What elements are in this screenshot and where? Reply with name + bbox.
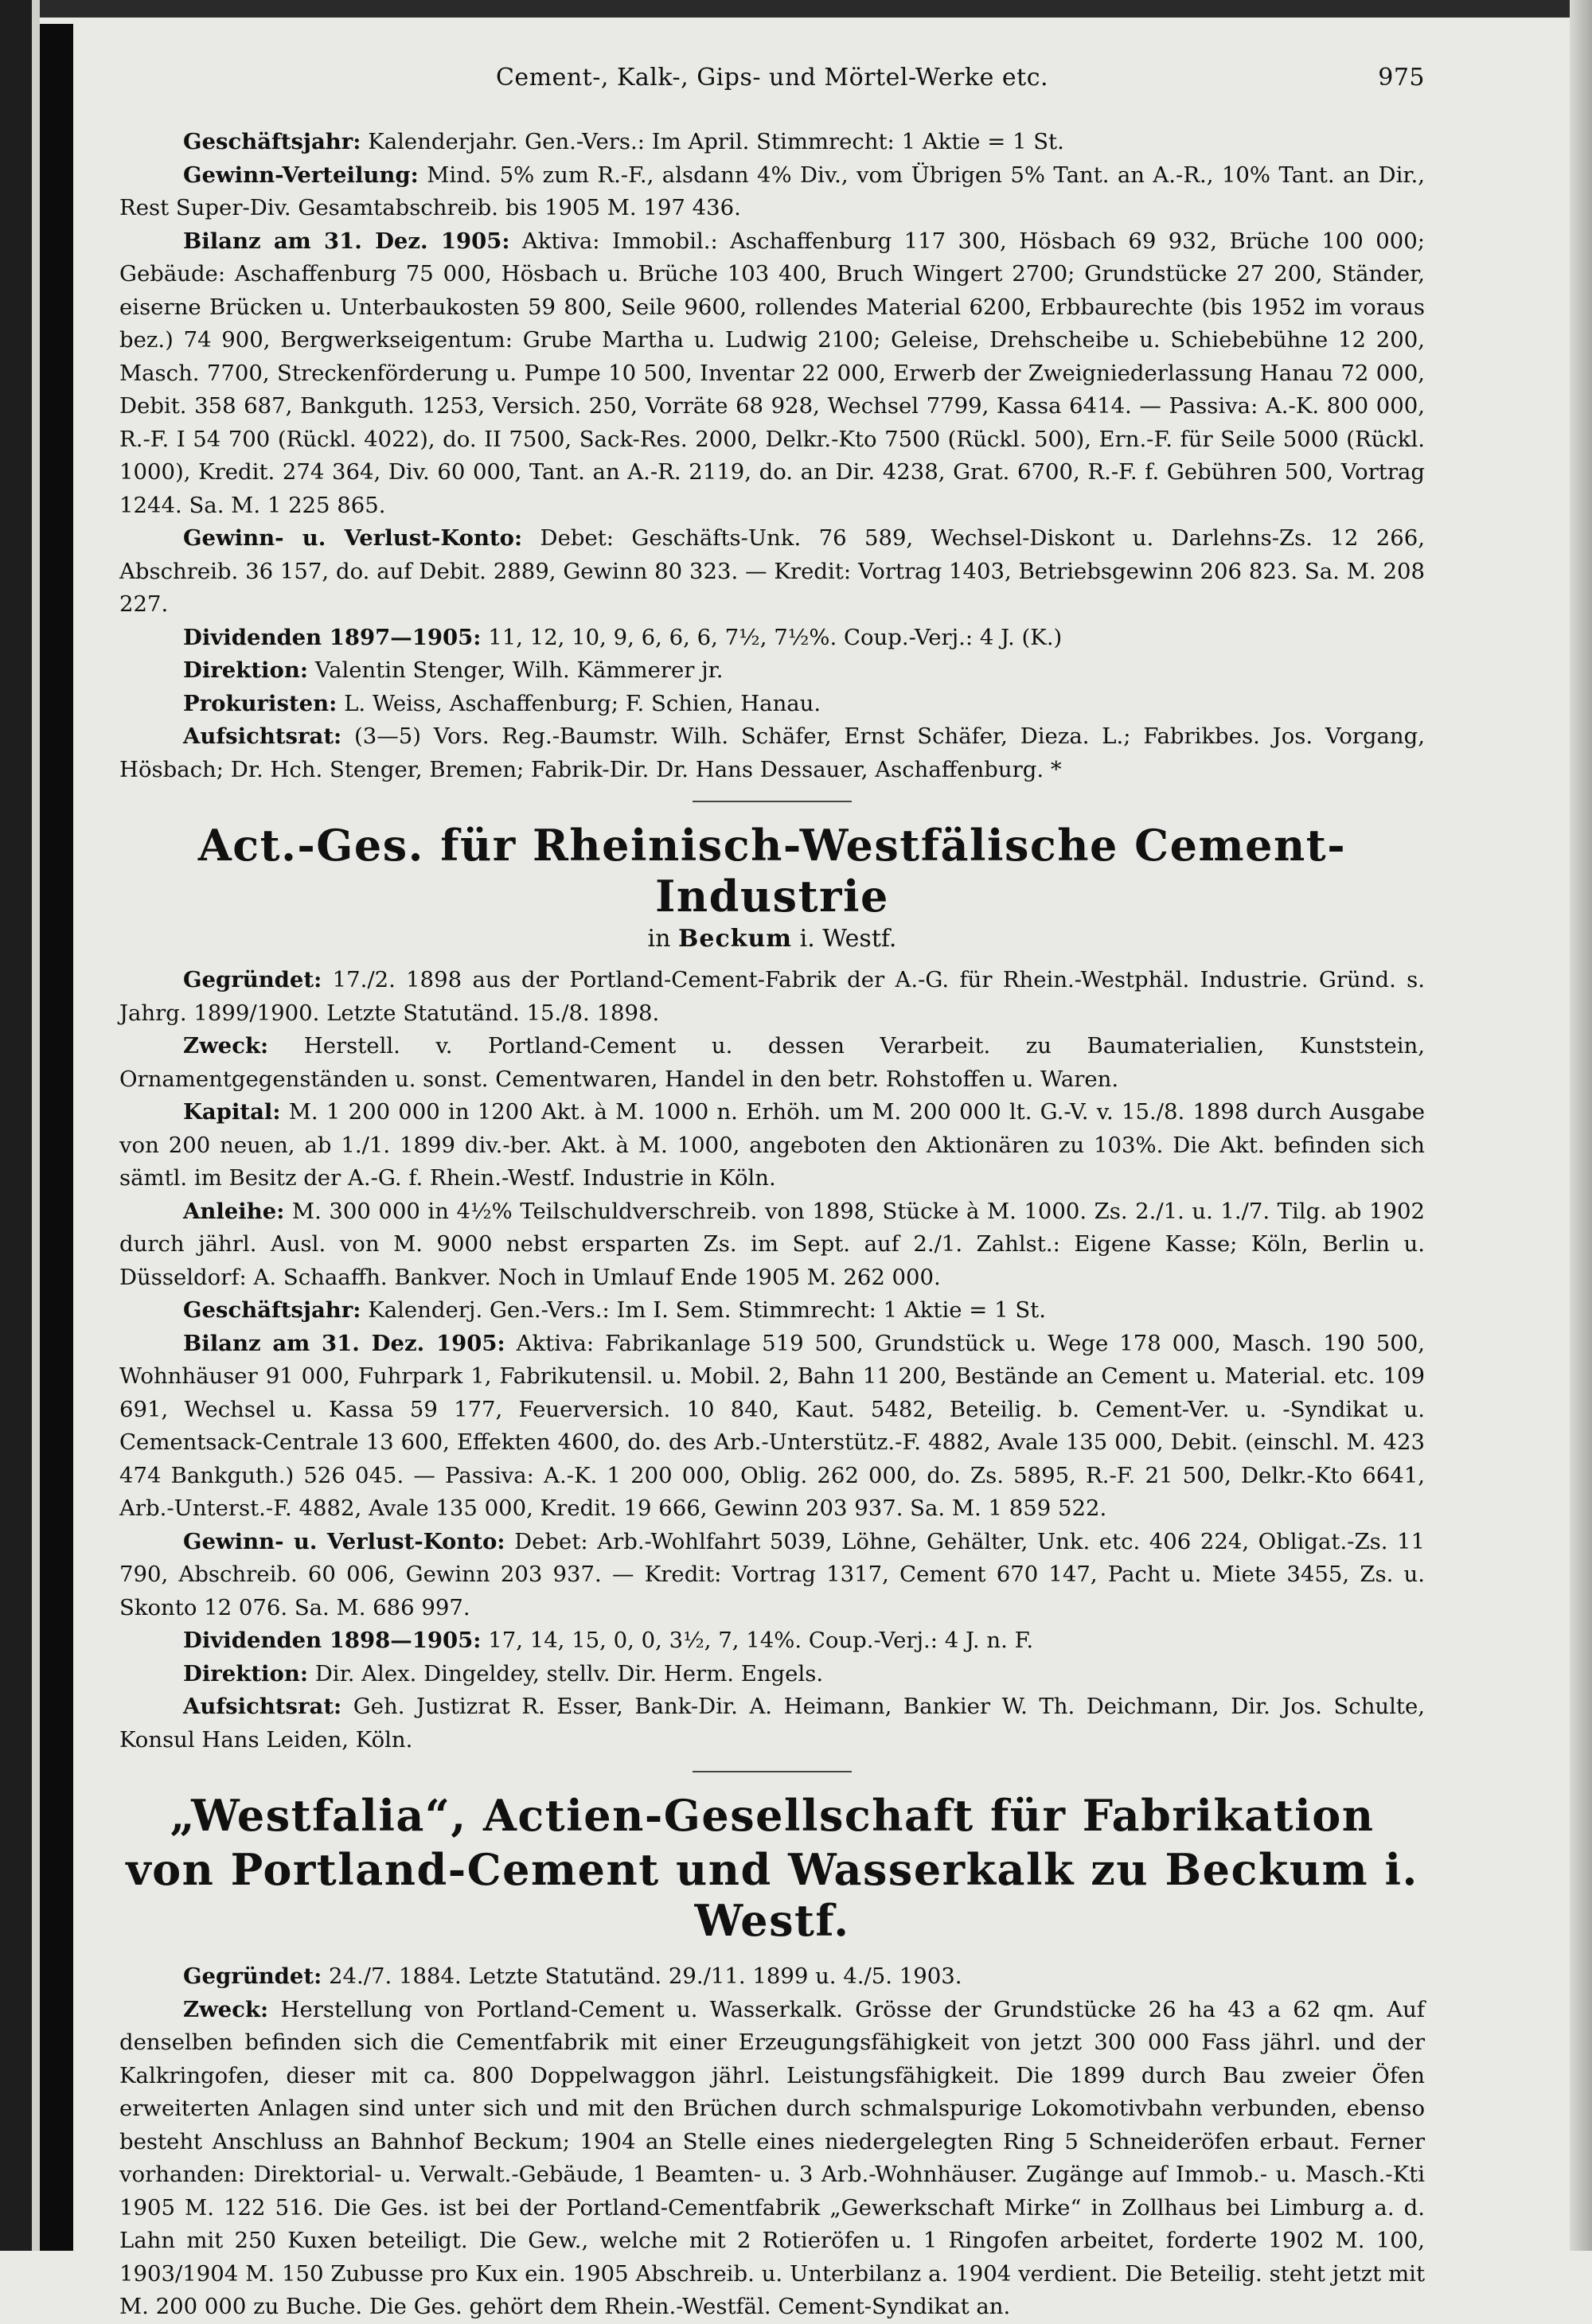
entry3-line: Gegründet: 24./7. 1884. Letzte Statutänd. 29./11. 1899 u. 4./5. 1903. [183, 1963, 962, 1989]
entry2-line: Dividenden 1898—1905: 17, 14, 15, 0, 0, 3½, 7, 14%. Coup.-Verj.: 4 J. n. F. [183, 1628, 1034, 1653]
entry2-line: Zweck: Herstell. v. Portland-Cement u. dessen Verarbeit. zu Baumaterialien, Kunststein, Ornamentgegenständen u. sonst. Cementwaren, Handel in den betr. Rohstoffen u. Waren. [119, 1033, 1425, 1092]
section-divider [693, 801, 852, 802]
running-header-title: Cement-, Kalk-, Gips- und Mörtel-Werke etc. [495, 64, 1049, 92]
entry2-line: Gewinn- u. Verlust-Konto: Debet: Arb.-Wohlfahrt 5039, Löhne, Gehälter, Unk. etc. 406 224, Obligat.-Zs. 11 790, Abschreib. 60 006, Gewinn 203 937. — Kredit: Vortrag 1317, Cement 670 147, Pacht u. Miete 3455, Zs. u. Skonto 12 076. Sa. M. 686 997. [119, 1528, 1425, 1620]
company-location: in Beckum i. Westf. [647, 925, 897, 953]
company-title: Act.-Ges. für Rheinisch-Westfälische Cement-Industrie [197, 820, 1347, 922]
entry1-line: Direktion: Valentin Stenger, Wilh. Kämmerer jr. [183, 657, 724, 683]
page-number: 975 [1378, 64, 1425, 92]
entry-continued [119, 126, 1425, 786]
entry2-line: Bilanz am 31. Dez. 1905: Aktiva: Fabrikanlage 519 500, Grundstück u. Wege 178 000, Masch. 190 500, Wohnhäuser 91 000, Fuhrpark 1, Fabrikutensil. u. Mobil. 2, Bahn 11 200, Bestände an Cement u. Material. etc. 109 691, Wechsel u. Kassa 59 177, Feuerversich. 10 840, Kaut. 5482, Beteilig. b. Cement-Ver. u. -Syndikat u. Cementsack-Centrale 13 600, Effekten 4600, do. des Arb.-Unterstütz.-F. 4882, Avale 135 000, Debit. (einschl. M. 423 474 Bankguth.) 526 045. — Passiva: A.-K. 1 200 000, Oblig. 262 000, do. Zs. 5895, R.-F. 21 500, Delkr.-Kto 6641, Arb.-Unterst.-F. 4882, Avale 135 000, Kredit. 19 666, Gewinn 203 937. Sa. M. 1 859 522. [119, 1330, 1425, 1521]
entry-westfalia [119, 1790, 1425, 2324]
company-title-line1: „Westfalia“, Actien-Gesellschaft für Fabrikation [170, 1790, 1375, 1841]
document-page [119, 64, 1426, 2319]
entry2-line: Anleihe: M. 300 000 in 4½% Teilschuldverschreib. von 1898, Stücke à M. 1000. Zs. 2./1. u. 1./7. Tilg. ab 1902 durch jährl. Ausl. von M. 9000 nebst ersparten Zs. im Sept. auf 2./1. Zahlst.: Eigene Kasse; Köln, Berlin u. Düsseldorf: A. Schaaffh. Bankver. Noch in Umlauf Ende 1905 M. 262 000. [119, 1198, 1426, 1290]
entry1-line: Aufsichtsrat: (3—5) Vors. Reg.-Baumstr. Wilh. Schäfer, Ernst Schäfer, Dieza. L.; Fabrikbes. Jos. Vorgang, Hösbach; Dr. Hch. Stenger, Bremen; Fabrik-Dir. Dr. Hans Dessauer, Aschaffenburg. * [119, 723, 1425, 782]
entry3-line: Zweck: Herstellung von Portland-Cement u. Wasserkalk. Grösse der Grundstücke 26 ha 43 a 62 qm. Auf denselben befinden sich die Cementfabrik mit einer Erzeugungsfähigkeit von jetzt 300 000 Fass jährl. und der Kalkringofen, dieser mit ca. 800 Doppelwaggon jährl. Leistungsfähigkeit. Die 1899 durch Bau zweier Öfen erweiterten Anlagen sind unter sich und mit den Brüchen durch schmalspurige Lokomotivbahn verbunden, ebenso besteht Anschluss an Bahnhof Beckum; 1904 an Stelle eines niedergelegten Ring 5 Schneideröfen erbaut. Ferner vorhanden: Direktorial- u. Verwalt.-Gebäude, 1 Beamten- u. 3 Arb.-Wohnhäuser. Zugänge auf Immob.- u. Masch.-Kti 1905 M. 122 516. Die Ges. ist bei der Portland-Cementfabrik „Gewerkschaft Mirke“ in Zollhaus bei Limburg a. d. Lahn mit 250 Kuxen beteiligt. Die Gew., welche mit 2 Rotieröfen u. 1 Ringofen arbeitet, forderte 1902 M. 100, 1903/1904 M. 150 Zubusse pro Kux ein. 1905 Abschreib. u. Unterbilanz a. 1904 verdient. Die Beteilig. steht jetzt mit M. 200 000 zu Buche. Die Ges. gehört dem Rhein.-Westfäl. Cement-Syndikat an. [119, 1996, 1425, 2319]
entry1-line: Geschäftsjahr: Kalenderjahr. Gen.-Vers.: Im April. Stimmrecht: 1 Aktie = 1 St. [183, 129, 1064, 154]
running-header [119, 64, 1425, 111]
entry2-line: Kapital: M. 1 200 000 in 1200 Akt. à M. 1000 n. Erhöh. um M. 200 000 lt. G.-V. v. 15./8. 1898 durch Ausgabe von 200 neuen, ab 1./1. 1899 div.-ber. Akt. à M. 1000, angeboten den Aktionären zu 103%. Die Akt. befinden sich sämtl. im Besitz der A.-G. f. Rhein.-Westf. Industrie in Köln. [119, 1099, 1425, 1191]
book-gutter [40, 24, 73, 2251]
entry1-line: Prokuristen: L. Weiss, Aschaffenburg; F. Schien, Hanau. [183, 690, 821, 716]
page-top-edge [0, 0, 1592, 18]
entry1-line: Bilanz am 31. Dez. 1905: Aktiva: Immobil.: Aschaffenburg 117 300, Hösbach 69 932, Brüche 100 000; Gebäude: Aschaffenburg 75 000, Hösbach u. Brüche 103 400, Bruch Wingert 2700; Grundstücke 27 200, Ständer, eiserne Brücken u. Unterbaukosten 59 800, Seile 9600, rollendes Material 6200, Erbbaurechte (bis 1952 im voraus bez.) 74 900, Bergwerkseigentum: Grube Martha u. Ludwig 2100; Geleise, Drehscheibe u. Schiebebühne 12 200, Masch. 7700, Streckenförderung u. Pumpe 10 500, Inventar 22 000, Erwerb der Zweigniederlassung Hanau 72 000, Debit. 358 687, Bankguth. 1253, Versich. 250, Vorräte 68 928, Wechsel 7799, Kassa 6414. — Passiva: A.-K. 800 000, R.-F. I 54 700 (Rückl. 4022), do. II 7500, Sack-Res. 2000, Delkr.-Kto 7500 (Rückl. 500), Ern.-F. für Seile 5000 (Rückl. 1000), Kredit. 274 364, Div. 60 000, Tant. an A.-R. 2119, do. an Dir. 4238, Grat. 6700, R.-F. f. Gebühren 500, Vortrag 1244. Sa. M. 1 225 865. [119, 228, 1425, 518]
entry2-line: Geschäftsjahr: Kalenderj. Gen.-Vers.: Im I. Sem. Stimmrecht: 1 Aktie = 1 St. [183, 1297, 1046, 1323]
entry2-line: Gegründet: 17./2. 1898 aus der Portland-Cement-Fabrik der A.-G. für Rhein.-Westphäl. Industrie. Gründ. s. Jahrg. 1899/1900. Letzte Statutänd. 15./8. 1898. [119, 967, 1425, 1026]
book-spine-highlight [32, 0, 40, 2251]
entry-rheinisch-westfaelische [119, 820, 1425, 1757]
page-right-edge [1570, 0, 1592, 2251]
entry2-line: Aufsichtsrat: Geh. Justizrat R. Esser, Bank-Dir. A. Heimann, Bankier W. Th. Deichmann, Dir. Jos. Schulte, Konsul Hans Leiden, Köln. [119, 1694, 1425, 1753]
entry1-line: Gewinn-Verteilung: Mind. 5% zum R.-F., alsdann 4% Div., vom Übrigen 5% Tant. an A.-R., 10% Tant. an Dir., Rest Super-Div. Gesamtabschreib. bis 1905 M. 197 436. [119, 162, 1425, 220]
entry1-line: Dividenden 1897—1905: 11, 12, 10, 9, 6, 6, 6, 7½, 7½%. Coup.-Verj.: 4 J. (K.) [183, 624, 1063, 650]
section-divider [693, 1771, 852, 1772]
entry2-line: Direktion: Dir. Alex. Dingeldey, stellv. Dir. Herm. Engels. [183, 1660, 824, 1686]
company-title-line2: von Portland-Cement und Wasserkalk zu Beckum i. Westf. [126, 1844, 1418, 1946]
entry1-line: Gewinn- u. Verlust-Konto: Debet: Geschäfts-Unk. 76 589, Wechsel-Diskont u. Darlehns-Zs. 12 266, Abschreib. 36 157, do. auf Debit. 2889, Gewinn 80 323. — Kredit: Vortrag 1403, Betriebsgewinn 206 823. Sa. M. 208 227. [119, 525, 1425, 617]
book-spine-shadow [0, 0, 32, 2251]
